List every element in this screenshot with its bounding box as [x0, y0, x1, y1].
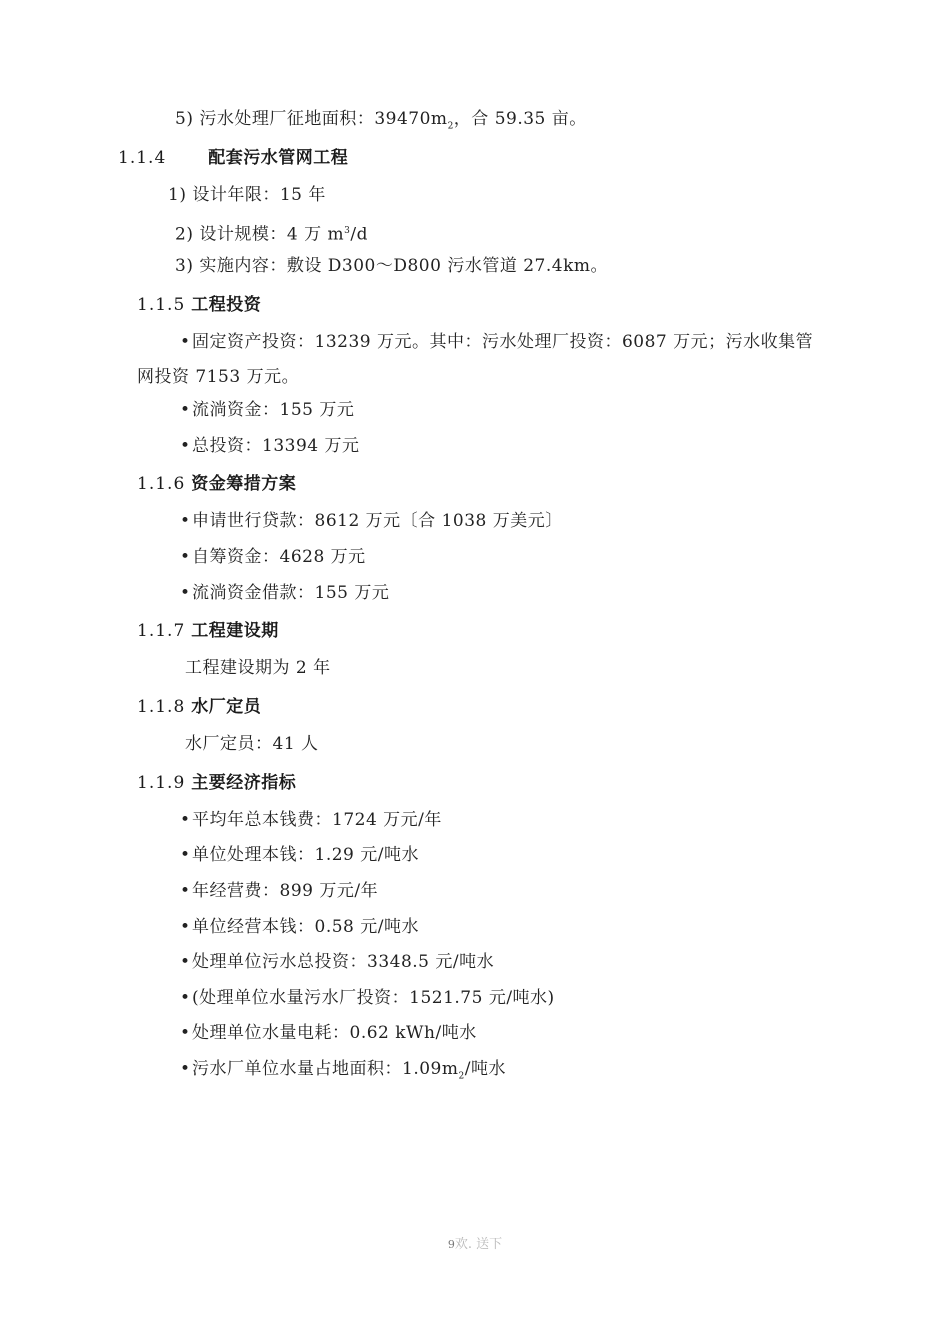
superscript: 2 [447, 121, 454, 132]
bullet-icon: • [180, 952, 191, 972]
bullet-icon: • [180, 332, 191, 352]
bullet-fixed-assets-continued: 网投资 7153 万元。 [137, 367, 300, 387]
heading-number: 1.1.9 [137, 773, 186, 793]
heading-title: 工程投资 [191, 295, 262, 315]
heading-number: 1.1.5 [137, 295, 186, 315]
heading-1-1-5 [137, 294, 261, 316]
bullet-text: 处理单位水量电耗：0.62 kWh/吨水 [192, 1023, 477, 1043]
heading-title: 主要经济指标 [191, 773, 297, 793]
bullet-unit-operating-cost [180, 916, 419, 938]
bullet-text-tail: /吨水 [464, 1059, 506, 1079]
heading-number: 1.1.7 [137, 621, 186, 641]
bullet-annual-total-cost [180, 809, 442, 831]
bullet-icon: • [180, 1023, 191, 1043]
item-implementation: 3) 实施内容：敷设 D300～D800 污水管道 27.4km。 [175, 256, 608, 276]
bullet-total-investment [180, 435, 359, 457]
superscript: 3 [344, 226, 351, 236]
item-design-scale-text: 2) 设计规模：4 万 m [175, 224, 345, 245]
bullet-text: 固定资产投资：13239 万元。其中：污水处理厂投资：6087 万元；污水收集管 [192, 332, 814, 352]
bullet-icon: • [180, 547, 191, 567]
item-design-years: 1) 设计年限：15 年 [168, 185, 326, 205]
bullet-text: 处理单位污水总投资：3348.5 元/吨水 [192, 952, 495, 972]
construction-period-text: 工程建设期为 2 年 [185, 658, 331, 678]
bullet-text: 总投资：13394 万元 [192, 436, 360, 456]
bullet-icon: • [180, 436, 191, 456]
bullet-icon: • [180, 810, 191, 830]
bullet-unit-plant-investment [180, 987, 555, 1009]
bullet-icon: • [180, 917, 191, 937]
bullet-text: 单位处理本钱：1.29 元/吨水 [192, 845, 419, 865]
heading-1-1-9 [137, 772, 296, 794]
bullet-world-bank-loan [180, 510, 563, 532]
item-design-scale-tail: /d [350, 224, 368, 245]
bullet-unit-land-area [180, 1058, 506, 1087]
superscript: 2 [458, 1071, 465, 1082]
bullet-fixed-assets [180, 331, 813, 353]
bullet-annual-operating-cost [180, 880, 378, 902]
item-land-area-text: 5) 污水处理厂征地面积：39470m [175, 109, 448, 129]
bullet-text: 单位经营本钱：0.58 元/吨水 [192, 917, 419, 937]
page-footer [0, 1233, 950, 1252]
bullet-icon: • [180, 583, 191, 603]
bullet-icon: • [180, 845, 191, 865]
heading-1-1-6 [137, 473, 296, 495]
bullet-unit-total-investment [180, 951, 494, 973]
page-number: 9 [447, 1238, 455, 1251]
heading-number: 1.1.8 [137, 697, 186, 717]
heading-number: 1.1.4 [118, 148, 167, 168]
staffing-text: 水厂定员：41 人 [185, 734, 319, 754]
bullet-working-capital [180, 399, 354, 421]
bullet-icon: • [180, 511, 191, 531]
heading-title: 水厂定员 [191, 697, 262, 717]
heading-title: 配套污水管网工程 [208, 148, 349, 168]
heading-number: 1.1.6 [137, 474, 186, 494]
bullet-text: 流淌资金：155 万元 [192, 400, 355, 420]
bullet-text: (处理单位水量污水厂投资：1521.75 元/吨水) [192, 988, 555, 1008]
heading-title: 工程建设期 [191, 621, 279, 641]
bullet-text: 污水厂单位水量占地面积：1.09m [192, 1059, 459, 1079]
bullet-icon: • [180, 988, 191, 1008]
footer-text: 欢. 送下 [454, 1237, 503, 1252]
bullet-unit-treatment-cost [180, 844, 419, 866]
bullet-self-raised [180, 546, 366, 568]
bullet-icon: • [180, 400, 191, 420]
bullet-text: 平均年总本钱费：1724 万元/年 [192, 810, 442, 830]
heading-title: 资金筹措方案 [191, 474, 297, 494]
bullet-working-capital-loan [180, 582, 389, 604]
item-land-area [175, 108, 587, 137]
heading-1-1-8 [137, 696, 261, 718]
bullet-text: 申请世行贷款：8612 万元〔合 1038 万美元〕 [192, 511, 563, 531]
heading-1-1-4 [118, 147, 348, 169]
bullet-icon: • [180, 881, 191, 901]
bullet-text: 年经营费：899 万元/年 [192, 881, 379, 901]
item-land-area-tail: ，合 59.35 亩。 [453, 109, 587, 129]
bullet-unit-power-consumption [180, 1022, 477, 1044]
bullet-text: 流淌资金借款：155 万元 [192, 583, 390, 603]
bullet-text: 自筹资金：4628 万元 [192, 547, 366, 567]
item-design-scale [175, 220, 368, 246]
heading-1-1-7 [137, 620, 279, 642]
bullet-icon: • [180, 1059, 191, 1079]
